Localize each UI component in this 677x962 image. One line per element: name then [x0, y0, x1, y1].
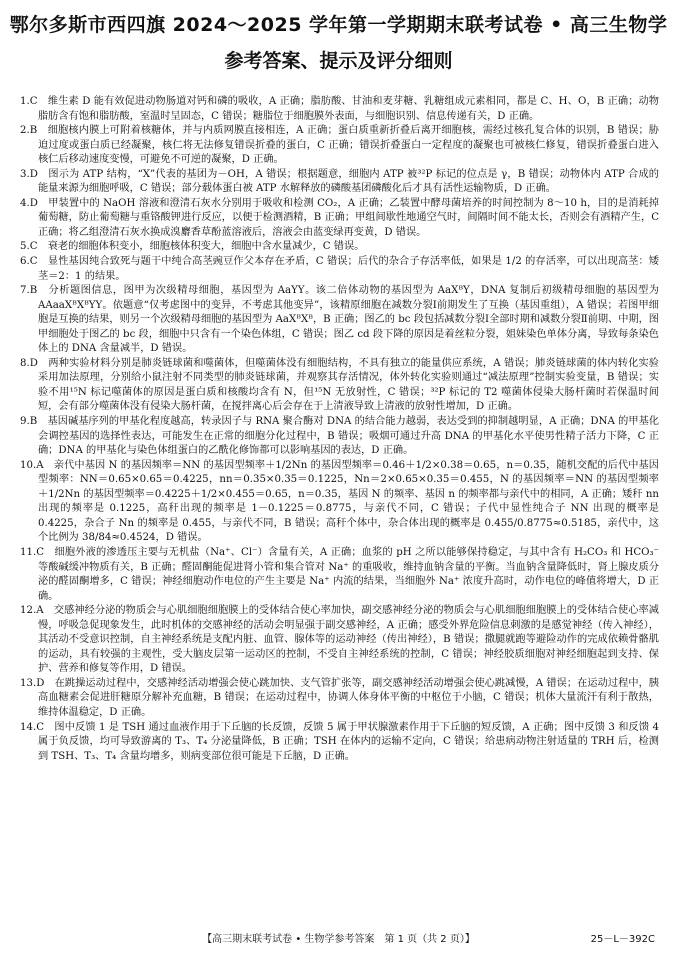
answer-item-9: 9.B 基因碱基序列的甲基化程度越高，转录因子与 RNA 聚合酶对 DNA 的结合能力越弱，表达受到的抑制越明显，A 正确；DNA 的甲基化会调控基因的选择性表达，可能发生在正常的细胞分化过程中，B 错误；吸烟可通过升高 DNA 的甲基化水平使男性精子活力下降，C 正确；DNA 的甲基化与染色体组蛋白的乙酰化修饰都可以影响基因的表达，D 正确。	[20, 416, 659, 457]
answer-item-8: 8.D 两种实验材料分别是肺炎链球菌和噬菌体，但噬菌体没有细胞结构，不具有独立的能量供应系统，A 错误；肺炎链球菌的体内转化实验采用加法原理，分别给小鼠注射不同类型的肺炎链球菌，并观察其存活情况，体外转化实验则通过“减法原理”控制实验变量，B 错误；实验不用¹⁵N 标记噬菌体的原因是蛋白质和核酸均含有 N，但¹⁵N 无放射性，C 错误；³²P 标记的 T2 噬菌体侵染大肠杆菌时若保温时间短，会有部分噬菌体没有侵染大肠杆菌，在搅拌离心后会存在于上清液导致上清液的放射性增加，D 正确。	[20, 357, 659, 413]
page-footer	[0, 930, 677, 946]
answer-item-12: 12.A 交感神经分泌的物质会与心肌细胞细胞膜上的受体结合使心率加快，副交感神经分泌的物质会与心肌细胞细胞膜上的受体结合使心率减慢，呼吸急促现象发生，此时机体的交感神经的活动会明显强于副交感神经，A 正确；感受外界危险信息刺激的是感觉神经（传入神经），其活动不受意识控制，自主神经系统是支配内脏、血管、腺体等的运动神经（传出神经），B 错误；撒腿就跑等避险动作的完成依赖骨骼肌的运动，具有较强的主观性，受大脑皮层第一运动区的控制，不受自主神经系统的控制，C 错误；神经胶质细胞对神经细胞起到支持、保护、营养和修复等作用，D 错误。	[20, 605, 659, 675]
answer-item-1: 1.C 维生素 D 能有效促进动物肠道对钙和磷的吸收，A 正确；脂肪酸、甘油和麦芽糖、乳糖组成元素相同，都是 C、H、O，B 正确；动物脂肪含有饱和脂肪酸，室温时呈固态，C 错误；糖脂位于细胞膜外表面，与细胞识别、信息传递有关，D 正确。	[20, 96, 659, 122]
answer-item-3: 3.D 图示为 ATP 结构，“X”代表的基团为－OH，A 错误；根据题意，细胞内 ATP 被³²P 标记的位点是 γ，B 错误；动物体内 ATP 合成的能量来源为细胞呼吸，C 错误；部分载体蛋白被 ATP 水解释放的磷酸基团磷酸化后才具有活性运输物质，D 正确。	[20, 168, 659, 195]
answer-item-5: 5.C 衰老的细胞体积变小，细胞核体积变大，细胞中含水量减少，C 错误。	[20, 241, 365, 253]
footer-page-info: 【高三期末联考试卷 • 生物学参考答案 第 1 页（共 2 页）】	[202, 934, 475, 945]
page-title: 鄂尔多斯市西四旗 2024～2025 学年第一学期期末联考试卷 • 高三生物学	[9, 14, 668, 36]
footer-code: 25－L－392C	[590, 934, 655, 945]
answer-item-10: 10.A 亲代中基因 N 的基因频率＝NN 的基因型频率＋1/2Nn 的基因型频率＝0.46＋1/2×0.38＝0.65，n＝0.35，随机交配的后代中基因型频率：NN＝0.65×0.65＝0.4225，nn＝0.35×0.35＝0.1225，Nn＝2×0.65×0.35＝0.455，N 的基因频率＝NN 的基因型频率＋1/2Nn 的基因型频率＝0.4225＋1/2×0.455＝0.65，n＝0.35，基因 N 的频率、基因 n 的频率都与亲代中的相同，A 正确；矮秆 nn 出现的频率是 0.1225，高秆出现的频率是 1－0.1225＝0.8775，与亲代不同，C 错误；子代中显性纯合子 NN 出现的概率是 0.4225，杂合子 Nn 的频率是 0.455，与亲代不同，B 错误；高秆个体中，杂合体出现的概率是 0.455/0.8775≈0.5185，亲代中，这个比例为 38/84≈0.4524，D 错误。	[20, 459, 659, 544]
page-subtitle: 参考答案、提示及评分细则	[224, 50, 453, 72]
answer-item-2: 2.B 细胞核内膜上可附着核糖体，并与内质网膜直接相连，A 正确；蛋白质重新折叠后离开细胞核，需经过核孔复合体的识别，B 错误；胁迫过度或蛋白质已经凝聚，核仁将无法修复错误折叠的蛋白，C 正确；错误折叠蛋白一定程度的凝聚也可被核仁修复，错误折叠蛋白进入核仁后移动速度变慢，可避免不可逆的凝聚，D 正确。	[20, 125, 659, 166]
answer-item-7: 7.B 分析题图信息，图甲为次级精母细胞，基因型为 AaYY。该二倍体动物的基因型为 AaXᴮY，DNA 复制后初级精母细胞的基因型为 AAaaXᴮXᴮYY。依题意“仅考虑图中的变异，不考虑其他变异”，该精原细胞在减数分裂Ⅰ前期发生了互换（基因重组），A 错误；若图甲细胞是互换的结果，则另一个次级精母细胞的基因型为 AaXᴮXᴮ，B 正确；图乙的 bc 段包括减数分裂Ⅰ全部时期和减数分裂Ⅱ前期、中期，图甲细胞处于图乙的 bc 段，细胞中只含有一个染色体组，C 错误；图乙 cd 段下降的原因是着丝粒分裂，姐妹染色单体分离，导致每条染色体上的 DNA 含量减半，D 错误。	[20, 285, 659, 355]
answer-item-11: 11.C 细胞外液的渗透压主要与无机盐（Na⁺、Cl⁻）含量有关，A 正确；血浆的 pH 之所以能够保持稳定，与其中含有 H₂CO₃ 和 HCO₃⁻ 等酸碱缓冲物质有关，B 正确；醛固酮能促进肾小管和集合管对 Na⁺ 的重吸收，维持血钠含量的平衡。当血钠含量降低时，肾上腺皮质分泌的醛固酮增多，C 错误；神经细胞动作电位的产生主要是 Na⁺ 内流的结果，当细胞外 Na⁺ 浓度升高时，动作电位的峰值将增大，D 正确。	[20, 546, 659, 602]
answers-list	[20, 95, 659, 764]
answer-item-6: 6.C 显性基因纯合致死与题干中纯合高茎豌豆作父本存在矛盾，C 错误；后代的杂合子存活率低，如果是 1/2 的存活率，可以出现高茎：矮茎＝2：1 的结果。	[20, 256, 659, 282]
answer-item-13: 13.D 在跳操运动过程中，交感神经活动增强会使心跳加快、支气管扩张等，副交感神经活动增强会使心跳减慢，A 错误；在运动过程中，胰高血糖素会促进肝糖原分解补充血糖，B 错误；在运动过程中，协调人体身体平衡的中枢位于小脑，C 错误；机体大量流汗有利于散热，维持体温稳定，D 正确。	[20, 677, 659, 718]
answer-item-14: 14.C 图中反馈 1 是 TSH 通过血液作用于下丘脑的长反馈，反馈 5 属于甲状腺激素作用于下丘脑的短反馈，A 正确；图中反馈 3 和反馈 4 属于负反馈，均可导致游离的 T₃、T₄ 分泌量降低，B 正确；TSH 在体内的运输不定向，C 错误；给患病动物注射适量的 TRH 后，检测到 TSH、T₃、T₄ 含量均增多，则病变部位很可能是下丘脑，D 正确。	[20, 721, 659, 762]
answer-item-4: 4.D 甲装置中的 NaOH 溶液和澄清石灰水分别用于吸收和检测 CO₂，A 正确；乙装置中酵母菌培养的时间控制为 8～10 h，目的是消耗掉葡萄糖，防止葡萄糖与重铬酸钾进行反应，以便于检测酒精，B 正确；甲组间歇性地通空气时，间隔时间不能太长，否则会有酒精产生，C 正确；将乙组澄清石灰水换成溴麝香草酚蓝溶液后，溶液会由蓝变绿再变黄，D 错误。	[20, 197, 659, 238]
